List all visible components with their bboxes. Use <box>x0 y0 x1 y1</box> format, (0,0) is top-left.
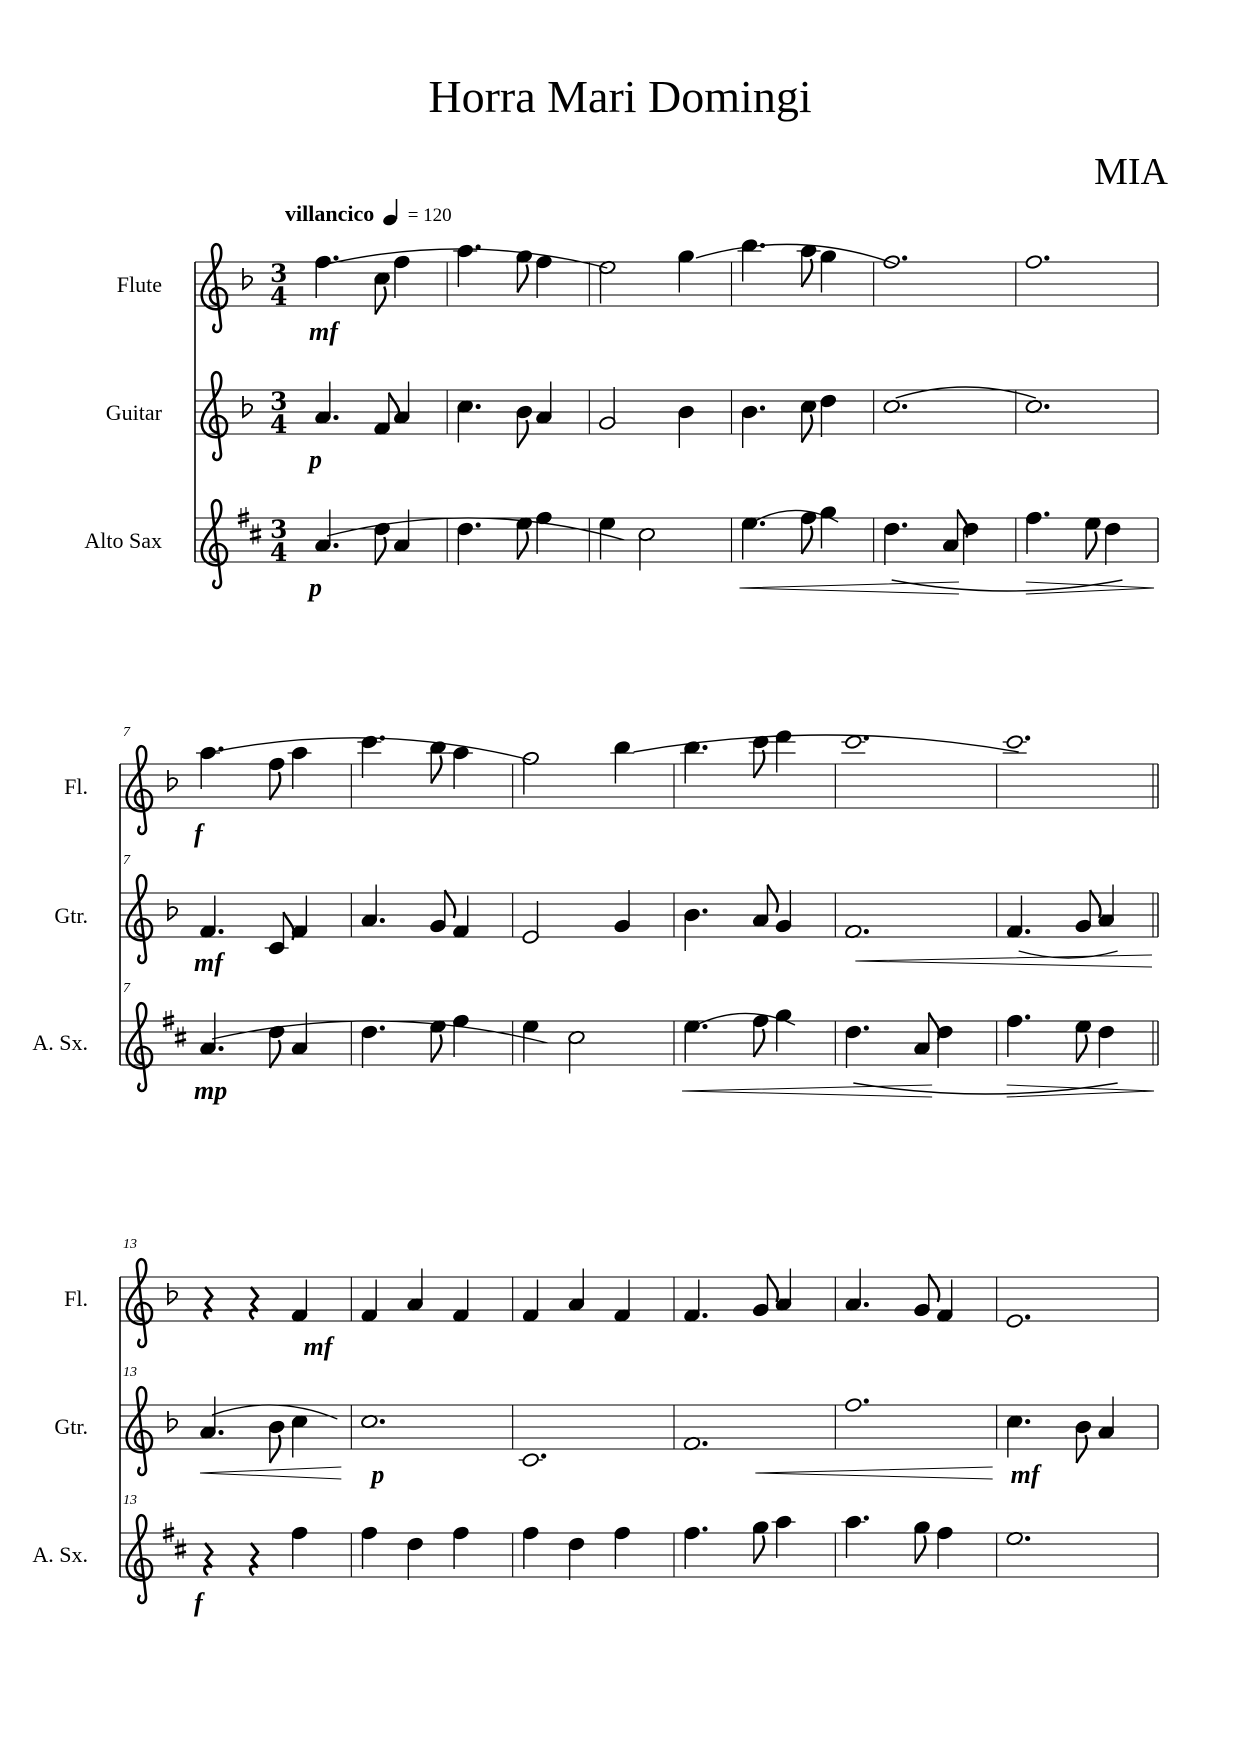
note <box>360 1024 385 1068</box>
note <box>797 243 821 287</box>
treble-clef-icon <box>202 500 227 588</box>
sharp-stroke <box>163 1528 174 1531</box>
note <box>535 254 553 298</box>
note <box>772 1514 796 1558</box>
sharp-stroke <box>250 537 261 540</box>
note <box>406 1269 424 1313</box>
note <box>844 1269 869 1313</box>
note <box>426 740 450 784</box>
note <box>752 1274 778 1318</box>
sharp-stroke <box>238 520 249 523</box>
treble-clef-icon <box>127 875 152 963</box>
notehead <box>522 1452 540 1467</box>
note <box>291 1525 309 1569</box>
decrescendo-hairpin <box>1007 1085 1154 1097</box>
sharp-stroke <box>175 1545 186 1548</box>
note <box>1074 890 1100 934</box>
score-title: Horra Mari Domingi <box>428 71 812 122</box>
note <box>268 1419 286 1463</box>
dynamic-marking: p <box>309 573 322 602</box>
augmentation-dot <box>760 405 765 410</box>
eighth-flag <box>754 1536 764 1564</box>
dynamic-marking: mf <box>303 1332 333 1361</box>
augmentation-dot <box>702 1441 707 1446</box>
augmentation-dot <box>1044 255 1049 260</box>
note <box>291 896 309 940</box>
note <box>913 1013 939 1057</box>
note <box>373 521 391 565</box>
note <box>936 1024 954 1068</box>
time-signature-bottom: 4 <box>270 410 288 439</box>
note <box>683 907 708 951</box>
note <box>360 1525 378 1569</box>
note <box>373 271 391 315</box>
note <box>205 1543 212 1575</box>
sharp-icon <box>175 1027 186 1048</box>
augmentation-dot <box>476 404 481 409</box>
note <box>610 740 634 784</box>
dynamic-marking: p <box>309 445 322 474</box>
note <box>752 1013 770 1057</box>
label-guitar: Guitar <box>105 400 162 425</box>
augmentation-dot <box>864 1398 869 1403</box>
note <box>360 1280 378 1324</box>
augmentation-dot <box>760 521 765 526</box>
dynamic-marking: f <box>194 1588 203 1617</box>
augmentation-dot <box>902 255 907 260</box>
augmentation-dot <box>1044 404 1049 409</box>
crescendo-hairpin <box>740 582 959 594</box>
treble-clef-icon <box>127 746 152 834</box>
slur <box>853 1083 1117 1094</box>
note <box>535 510 553 554</box>
eighth-flag <box>915 1536 925 1564</box>
slur <box>212 1405 337 1419</box>
note <box>360 885 385 929</box>
augmentation-dot <box>864 1302 869 1307</box>
eighth-flag <box>517 532 527 560</box>
note <box>456 521 481 565</box>
note <box>800 399 818 443</box>
quarter-rest-icon <box>205 1543 212 1575</box>
measure-number: 7 <box>123 853 130 868</box>
label-flute-abbrev: Fl. <box>64 774 88 799</box>
sharp-stroke <box>163 1535 174 1538</box>
dynamic-marking: p <box>371 1460 385 1489</box>
augmentation-dot <box>333 255 338 260</box>
quarter-rest-icon <box>250 1287 257 1319</box>
augmentation-dot <box>702 1024 707 1029</box>
notehead <box>1006 1313 1024 1328</box>
augmentation-dot <box>864 929 869 934</box>
crescendo-hairpin <box>200 1467 341 1479</box>
note <box>250 1287 257 1319</box>
note <box>962 521 980 565</box>
note <box>291 1013 309 1057</box>
note <box>844 1024 869 1068</box>
note <box>738 238 766 282</box>
note <box>522 1525 540 1569</box>
flat-icon <box>168 1283 177 1304</box>
composer: MIA <box>1094 151 1168 193</box>
note <box>819 249 837 293</box>
treble-clef-icon <box>127 1515 152 1603</box>
augmentation-dot <box>902 404 907 409</box>
note <box>452 1525 470 1569</box>
label-guitar-abbrev: Gtr. <box>54 903 88 928</box>
measure-number: 13 <box>123 1237 137 1252</box>
note <box>522 751 540 795</box>
note <box>1006 1013 1031 1057</box>
note <box>406 1536 424 1580</box>
note <box>752 885 778 929</box>
augmentation-dot <box>1025 1419 1030 1424</box>
dynamic-marking: mf <box>309 317 338 346</box>
note <box>749 734 773 778</box>
augmentation-dot <box>864 1025 869 1030</box>
note <box>677 249 695 293</box>
note <box>568 1030 586 1074</box>
note <box>752 1520 770 1564</box>
notehead <box>844 1397 862 1412</box>
note <box>429 890 455 934</box>
sharp-icon <box>175 1539 186 1560</box>
note <box>291 1414 309 1458</box>
note <box>1074 1419 1092 1463</box>
notehead <box>844 734 862 749</box>
note <box>519 1452 547 1467</box>
flat-icon <box>243 396 252 417</box>
note <box>568 1536 586 1580</box>
note <box>357 734 385 778</box>
label-flute: Flute <box>116 272 162 297</box>
note <box>452 1013 470 1057</box>
note <box>680 740 708 784</box>
note <box>288 745 312 789</box>
note <box>741 404 766 448</box>
note <box>291 1280 309 1324</box>
note <box>393 510 411 554</box>
augmentation-dot <box>702 908 707 913</box>
label-alto-sax: Alto Sax <box>84 528 162 553</box>
time-signature-top: 3 <box>270 259 288 288</box>
treble-clef-icon <box>202 244 227 332</box>
note <box>638 527 656 571</box>
augmentation-dot <box>541 1453 546 1458</box>
sharp-icon <box>250 524 261 545</box>
sharp-stroke <box>175 1033 186 1036</box>
note <box>683 1525 708 1569</box>
label-flute-abbrev: Fl. <box>64 1286 88 1311</box>
augmentation-dot <box>380 1419 385 1424</box>
dynamic-marking: mp <box>194 1076 228 1105</box>
flat-icon <box>168 1411 177 1432</box>
crescendo-hairpin <box>682 1085 932 1097</box>
augmentation-dot <box>1025 735 1030 740</box>
note <box>613 890 631 934</box>
measure-number: 7 <box>123 725 130 740</box>
augmentation-dot <box>380 1025 385 1030</box>
augmentation-dot <box>1044 511 1049 516</box>
label-guitar-abbrev: Gtr. <box>54 1414 88 1439</box>
measure-number: 13 <box>123 1493 137 1508</box>
note <box>373 393 399 437</box>
note <box>598 387 616 431</box>
note <box>819 393 837 437</box>
augmentation-dot <box>902 522 907 527</box>
note <box>452 1280 470 1324</box>
note <box>913 1520 931 1564</box>
quarter-rest-icon <box>205 1287 212 1319</box>
sharp-stroke <box>250 530 261 533</box>
time-signature-top: 3 <box>270 515 288 544</box>
treble-clef-icon <box>127 1387 152 1475</box>
dynamic-marking: mf <box>194 948 223 977</box>
augmentation-dot <box>333 415 338 420</box>
note <box>1104 521 1122 565</box>
decrescendo-hairpin <box>1026 582 1154 594</box>
note <box>393 254 411 298</box>
note <box>199 896 224 940</box>
measure-number: 7 <box>123 981 130 996</box>
augmentation-dot <box>218 1046 223 1051</box>
sharp-stroke <box>175 1040 186 1043</box>
note <box>1025 510 1050 554</box>
note <box>515 404 533 448</box>
note <box>456 399 481 443</box>
augmentation-dot <box>1025 1536 1030 1541</box>
note <box>314 510 339 554</box>
note <box>683 1280 708 1324</box>
note <box>449 745 473 789</box>
note <box>314 382 339 426</box>
augmentation-dot <box>702 745 707 750</box>
note <box>268 1024 286 1068</box>
note <box>1097 1024 1115 1068</box>
sharp-stroke <box>163 1023 174 1026</box>
augmentation-dot <box>218 929 223 934</box>
note <box>819 505 837 549</box>
eighth-flag <box>1086 532 1096 560</box>
dynamic-marking: mf <box>1010 1460 1040 1489</box>
augmentation-dot <box>702 1526 707 1531</box>
eighth-flag <box>431 756 441 784</box>
augmentation-dot <box>380 918 385 923</box>
flat-icon <box>243 268 252 289</box>
tempo-text: villancico <box>285 201 375 226</box>
note <box>250 1543 257 1575</box>
notehead <box>1025 254 1043 269</box>
note <box>199 1397 224 1441</box>
note <box>1006 896 1031 940</box>
augmentation-dot <box>702 1313 707 1318</box>
eighth-flag <box>1077 1035 1087 1063</box>
note <box>1084 516 1102 560</box>
note <box>841 1514 869 1558</box>
note <box>800 510 818 554</box>
note <box>515 516 533 560</box>
augmentation-dot <box>476 522 481 527</box>
eighth-flag <box>375 287 385 315</box>
note <box>314 254 339 298</box>
note <box>883 521 908 565</box>
note <box>613 1525 631 1569</box>
note <box>205 1287 212 1319</box>
augmentation-dot <box>218 1430 223 1435</box>
treble-clef-icon <box>127 1003 152 1091</box>
note <box>568 1269 586 1313</box>
dynamic-marking: f <box>194 819 203 848</box>
treble-clef-icon <box>202 372 227 460</box>
tempo-value: = 120 <box>407 205 452 226</box>
measure-number: 13 <box>123 1365 137 1380</box>
note <box>1097 1397 1115 1441</box>
note <box>1006 1414 1031 1458</box>
note <box>199 1013 224 1057</box>
note <box>613 1280 631 1324</box>
quarter-rest-icon <box>250 1543 257 1575</box>
note <box>775 1008 793 1052</box>
note <box>1074 1019 1092 1063</box>
note <box>841 734 869 753</box>
label-alto-sax-abbrev: A. Sx. <box>32 1542 88 1567</box>
augmentation-dot <box>333 543 338 548</box>
sharp-stroke <box>163 1016 174 1019</box>
time-signature-top: 3 <box>270 387 288 416</box>
slur <box>896 387 1036 398</box>
note <box>265 912 294 956</box>
note <box>913 1274 939 1318</box>
label-alto-sax-abbrev: A. Sx. <box>32 1030 88 1055</box>
slur <box>696 244 896 264</box>
time-signature-bottom: 4 <box>270 538 288 567</box>
slur <box>892 580 1123 591</box>
note <box>677 404 695 448</box>
eighth-flag <box>431 1035 441 1063</box>
flat-icon <box>168 899 177 920</box>
augmentation-dot <box>864 1515 869 1520</box>
flat-icon <box>168 770 177 791</box>
eighth-flag <box>802 415 812 443</box>
augmentation-dot <box>1025 929 1030 934</box>
eighth-flag <box>767 885 777 913</box>
notehead <box>1006 734 1024 749</box>
sharp-stroke <box>175 1552 186 1555</box>
crescendo-hairpin <box>855 955 1152 967</box>
crescendo-hairpin <box>755 1467 992 1479</box>
note <box>268 756 286 800</box>
treble-clef-icon <box>127 1259 152 1347</box>
sharp-stroke <box>238 513 249 516</box>
note <box>515 249 533 293</box>
augmentation-dot <box>1025 1014 1030 1019</box>
note <box>196 745 224 789</box>
time-signature-bottom: 4 <box>270 282 288 311</box>
note <box>522 901 540 945</box>
augmentation-dot <box>1025 1314 1030 1319</box>
note <box>936 1525 954 1569</box>
eighth-flag <box>517 265 527 293</box>
note <box>522 1280 540 1324</box>
note <box>535 382 553 426</box>
